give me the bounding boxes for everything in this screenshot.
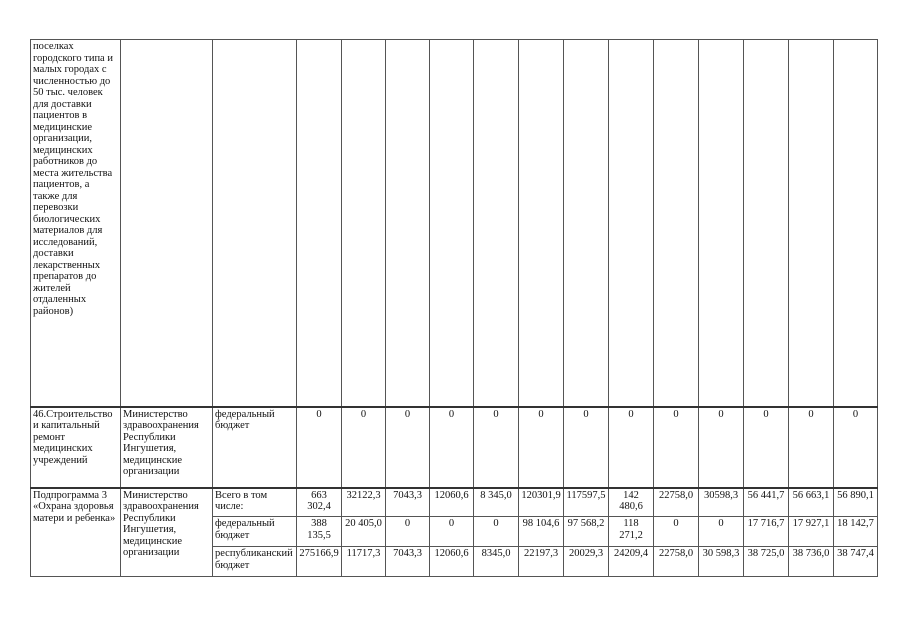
value-cell: 0 xyxy=(609,407,654,488)
source-cell: республиканский бюджет xyxy=(213,547,297,577)
value-cell xyxy=(297,40,342,407)
value-cell: 0 xyxy=(834,407,878,488)
value-cell xyxy=(609,40,654,407)
source-cell xyxy=(213,40,297,407)
executor-cell: Министерство здравоохранения Республики Ингушетия, медицинские организации xyxy=(121,407,213,488)
value-cell: 0 xyxy=(386,407,430,488)
value-cell: 0 xyxy=(430,517,474,547)
source-cell: федеральный бюджет xyxy=(213,517,297,547)
measure-cell: 46.Строительство и капитальный ремонт медицинских учреждений xyxy=(31,407,121,488)
measure-cell: Подпрограмма 3 «Охрана здоровья матери и ребенка» xyxy=(31,488,121,577)
value-cell: 22758,0 xyxy=(654,488,699,517)
value-cell: 98 104,6 xyxy=(519,517,564,547)
value-cell: 18 142,7 xyxy=(834,517,878,547)
value-cell xyxy=(699,40,744,407)
table-row xyxy=(31,40,878,407)
value-cell: 0 xyxy=(430,407,474,488)
value-cell: 0 xyxy=(564,407,609,488)
value-cell: 32122,3 xyxy=(342,488,386,517)
value-cell xyxy=(474,40,519,407)
value-cell: 12060,6 xyxy=(430,488,474,517)
value-cell: 0 xyxy=(474,517,519,547)
table-row xyxy=(31,407,878,488)
value-cell: 0 xyxy=(789,407,834,488)
executor-cell: Министерство здравоохранения Республики Ингушетия, медицинские организации xyxy=(121,488,213,577)
value-cell: 0 xyxy=(297,407,342,488)
value-cell: 11717,3 xyxy=(342,547,386,577)
value-cell: 38 736,0 xyxy=(789,547,834,577)
value-cell: 663 302,4 xyxy=(297,488,342,517)
value-cell: 30598,3 xyxy=(699,488,744,517)
value-cell: 24209,4 xyxy=(609,547,654,577)
value-cell: 0 xyxy=(699,517,744,547)
value-cell xyxy=(654,40,699,407)
value-cell xyxy=(834,40,878,407)
value-cell: 120301,9 xyxy=(519,488,564,517)
value-cell: 7043,3 xyxy=(386,488,430,517)
value-cell: 7043,3 xyxy=(386,547,430,577)
document-page xyxy=(30,39,878,577)
value-cell: 8345,0 xyxy=(474,547,519,577)
value-cell: 56 441,7 xyxy=(744,488,789,517)
value-cell: 8 345,0 xyxy=(474,488,519,517)
value-cell: 0 xyxy=(654,407,699,488)
value-cell: 12060,6 xyxy=(430,547,474,577)
value-cell: 30 598,3 xyxy=(699,547,744,577)
value-cell: 275166,9 xyxy=(297,547,342,577)
value-cell: 17 927,1 xyxy=(789,517,834,547)
source-cell: федеральный бюджет xyxy=(213,407,297,488)
value-cell: 22758,0 xyxy=(654,547,699,577)
value-cell: 0 xyxy=(342,407,386,488)
value-cell xyxy=(430,40,474,407)
value-cell: 56 663,1 xyxy=(789,488,834,517)
value-cell xyxy=(744,40,789,407)
value-cell xyxy=(519,40,564,407)
measure-cell: поселках городского типа и малых городах с численностью до 50 тыс. человек для доставки пациентов в медицинские организации, медицинских работников до места жительства пациентов, а также для перевозки биологических материалов для исследований, доставки лекарственных препаратов до жителей отдаленных районов) xyxy=(31,40,121,407)
value-cell: 38 725,0 xyxy=(744,547,789,577)
value-cell: 0 xyxy=(519,407,564,488)
value-cell: 117597,5 xyxy=(564,488,609,517)
executor-cell xyxy=(121,40,213,407)
value-cell: 0 xyxy=(699,407,744,488)
value-cell: 20029,3 xyxy=(564,547,609,577)
value-cell: 97 568,2 xyxy=(564,517,609,547)
value-cell: 118 271,2 xyxy=(609,517,654,547)
value-cell: 38 747,4 xyxy=(834,547,878,577)
value-cell xyxy=(386,40,430,407)
value-cell: 388 135,5 xyxy=(297,517,342,547)
value-cell: 22197,3 xyxy=(519,547,564,577)
value-cell: 0 xyxy=(386,517,430,547)
value-cell: 56 890,1 xyxy=(834,488,878,517)
value-cell: 142 480,6 xyxy=(609,488,654,517)
value-cell xyxy=(342,40,386,407)
value-cell xyxy=(789,40,834,407)
value-cell: 20 405,0 xyxy=(342,517,386,547)
table-row xyxy=(31,488,878,517)
source-cell: Всего в том числе: xyxy=(213,488,297,517)
budget-table xyxy=(30,39,878,577)
value-cell: 0 xyxy=(654,517,699,547)
value-cell: 17 716,7 xyxy=(744,517,789,547)
value-cell: 0 xyxy=(744,407,789,488)
value-cell xyxy=(564,40,609,407)
value-cell: 0 xyxy=(474,407,519,488)
